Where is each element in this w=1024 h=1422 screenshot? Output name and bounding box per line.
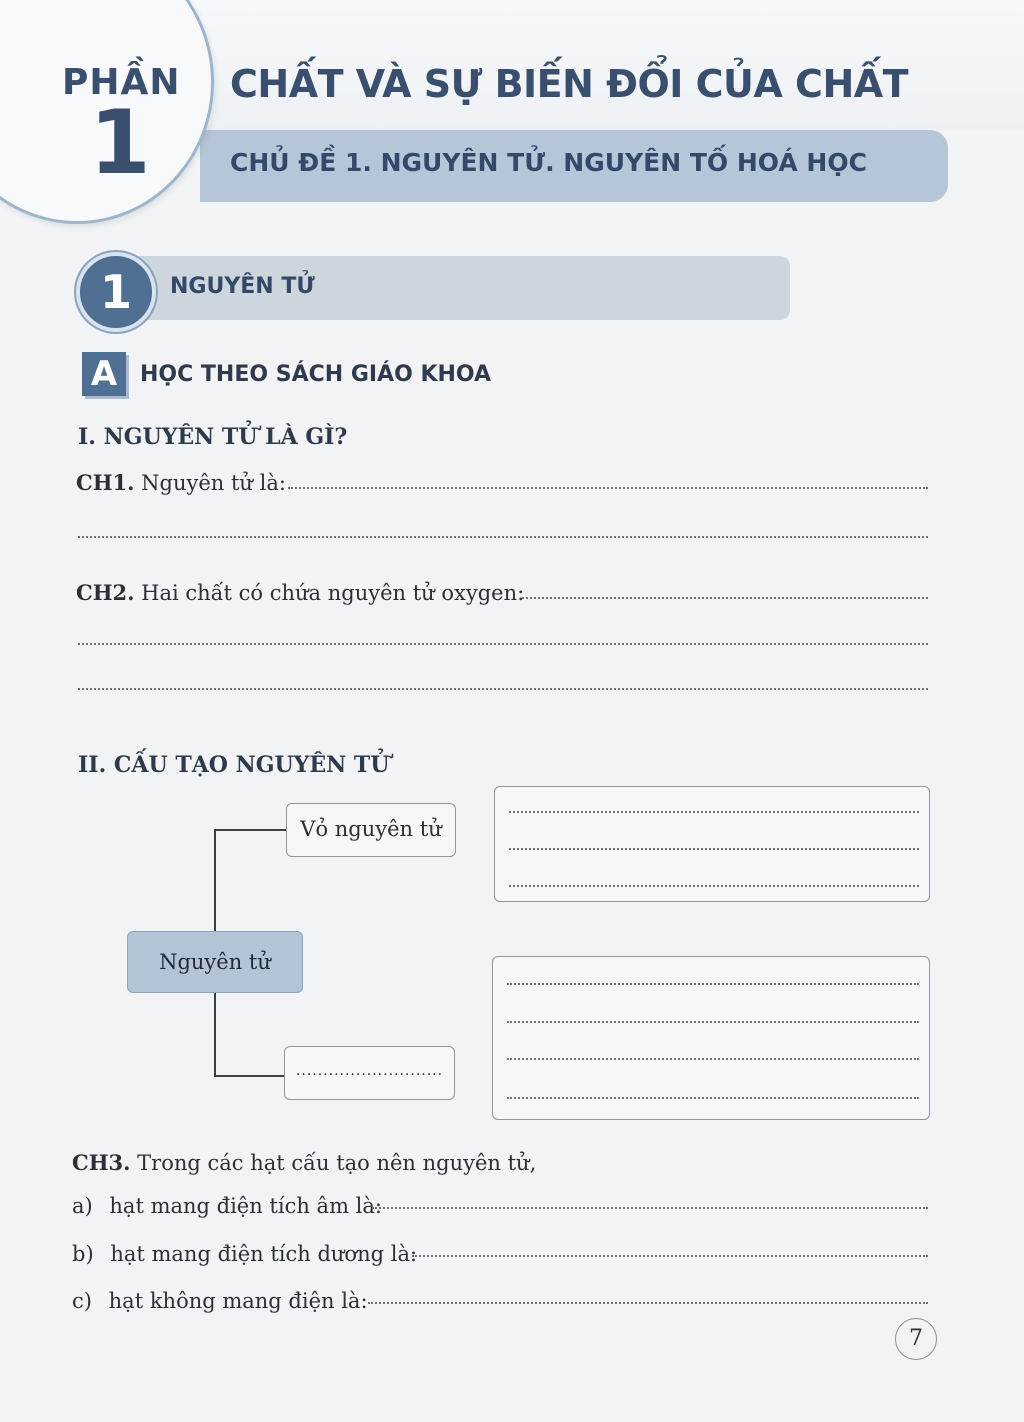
- shell-answer-line-2[interactable]: [509, 848, 919, 850]
- ch1-label: CH1.: [76, 470, 135, 495]
- part2-heading: II. CẤU TẠO NGUYÊN TỬ: [78, 752, 390, 778]
- ch3-question: [72, 1150, 536, 1175]
- ch3-label: CH3.: [72, 1150, 131, 1175]
- ch3-item-b-marker: b): [72, 1242, 94, 1266]
- ch2-answer-line-1[interactable]: [522, 597, 928, 599]
- page-number: 7: [895, 1318, 937, 1360]
- ch2-question: [76, 580, 524, 605]
- ch3-item-c-text: hạt không mang điện là:: [108, 1289, 368, 1313]
- nucleus-blank-box[interactable]: [284, 1046, 455, 1100]
- part-label: PHẦN: [62, 62, 181, 103]
- part-number: 1: [89, 91, 151, 194]
- nucleus-answer-line-3[interactable]: [507, 1058, 919, 1060]
- section-a-title: HỌC THEO SÁCH GIÁO KHOA: [140, 362, 492, 387]
- ch3-item-c-answer-line[interactable]: [368, 1302, 928, 1304]
- nucleus-answer-line-2[interactable]: [507, 1021, 919, 1023]
- ch3-item-c-marker: c): [72, 1289, 92, 1313]
- ch3-item-a-text: hạt mang điện tích âm là:: [109, 1194, 382, 1218]
- ch1-text: Nguyên tử là:: [134, 471, 286, 495]
- shell-answer-box[interactable]: [494, 786, 930, 902]
- ch2-answer-line-2[interactable]: [78, 643, 928, 645]
- shell-answer-line-1[interactable]: [509, 811, 919, 813]
- lesson-title: NGUYÊN TỬ: [170, 274, 315, 299]
- ch3-item-c: [72, 1289, 368, 1313]
- diagram-lower-branch: [214, 1075, 286, 1077]
- ch3-item-b-answer-line[interactable]: [412, 1255, 928, 1257]
- diagram-upper-branch: [214, 829, 288, 831]
- ch2-label: CH2.: [76, 580, 135, 605]
- atom-box: Nguyên tử: [127, 931, 303, 993]
- ch3-item-a-marker: a): [72, 1194, 93, 1218]
- shell-answer-line-3[interactable]: [509, 885, 919, 887]
- section-a-badge: A: [82, 352, 126, 396]
- topic-title: CHỦ ĐỀ 1. NGUYÊN TỬ. NGUYÊN TỐ HOÁ HỌC: [230, 148, 867, 177]
- ch3-item-b-text: hạt mang điện tích dương là:: [110, 1242, 418, 1266]
- nucleus-answer-box[interactable]: [492, 956, 930, 1120]
- nucleus-answer-line-4[interactable]: [507, 1097, 919, 1099]
- part1-heading: I. NGUYÊN TỬ LÀ GÌ?: [78, 424, 348, 450]
- ch2-text: Hai chất có chứa nguyên tử oxygen:: [134, 581, 525, 605]
- ch1-question: [76, 470, 286, 495]
- ch3-item-a: [72, 1194, 382, 1218]
- ch3-text: Trong các hạt cấu tạo nên nguyên tử,: [130, 1151, 537, 1175]
- nucleus-answer-line-1[interactable]: [507, 983, 919, 985]
- lesson-number-badge: 1: [76, 252, 156, 332]
- shell-box-label: Vỏ nguyên tử: [300, 817, 442, 841]
- ch1-answer-line-2[interactable]: [78, 536, 928, 538]
- ch3-item-a-answer-line[interactable]: [372, 1207, 928, 1209]
- ch2-answer-line-3[interactable]: [78, 688, 928, 690]
- shell-box: [286, 803, 456, 857]
- ch3-item-b: [72, 1242, 417, 1266]
- ch1-answer-line-1[interactable]: [288, 487, 928, 489]
- nucleus-blank-label: ...........................: [295, 1063, 444, 1079]
- chapter-title: CHẤT VÀ SỰ BIẾN ĐỔI CỦA CHẤT: [230, 62, 909, 106]
